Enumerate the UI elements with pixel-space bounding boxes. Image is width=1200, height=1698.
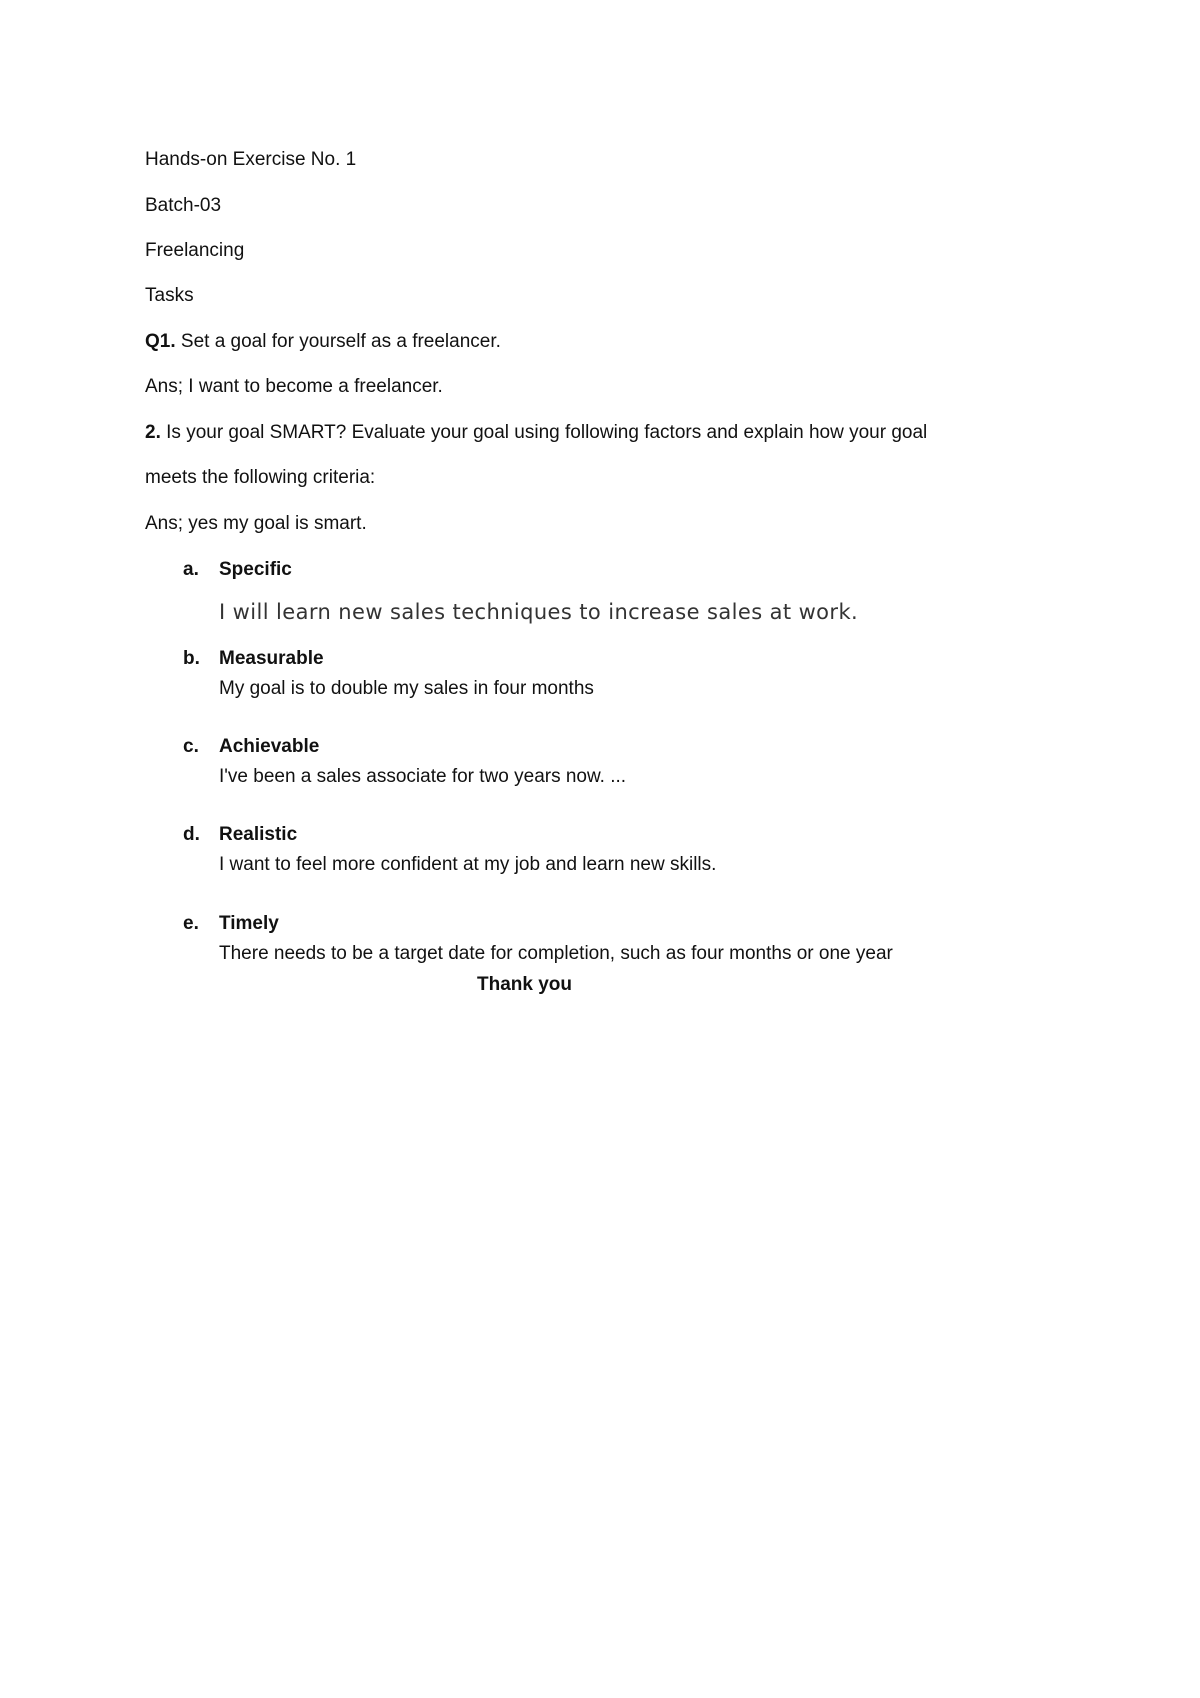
answer-2: Ans; yes my goal is smart. <box>145 513 367 534</box>
criteria-heading: Timely <box>219 913 279 934</box>
list-marker: e. <box>183 913 199 934</box>
question-1-text: Set a goal for yourself as a freelancer. <box>175 331 501 352</box>
criteria-text: My goal is to double my sales in four months <box>219 678 594 699</box>
list-marker: b. <box>183 648 200 669</box>
question-2-text: Is your goal SMART? Evaluate your goal using following factors and explain how your goal <box>160 422 928 443</box>
exercise-title: Hands-on Exercise No. 1 <box>145 149 357 170</box>
criteria-heading: Realistic <box>219 824 298 845</box>
list-marker: d. <box>183 824 200 845</box>
answer-1: Ans; I want to become a freelancer. <box>145 376 443 397</box>
question-2-continued: meets the following criteria: <box>145 467 376 488</box>
criteria-heading: Specific <box>219 559 292 580</box>
list-marker: a. <box>183 559 199 580</box>
criteria-text: I want to feel more confident at my job and learn new skills. <box>219 854 717 875</box>
closing-thank-you: Thank you <box>477 974 573 995</box>
criteria-heading: Measurable <box>219 648 324 669</box>
batch-label: Batch-03 <box>145 195 222 216</box>
criteria-heading: Achievable <box>219 736 320 757</box>
question-2 <box>145 421 1045 445</box>
criteria-text: I've been a sales associate for two years now. ... <box>219 766 627 787</box>
question-1-label: Q1. <box>145 331 176 352</box>
question-1 <box>145 330 1045 354</box>
criteria-text: There needs to be a target date for completion, such as four months or one year <box>219 943 893 964</box>
course-label: Freelancing <box>145 240 245 261</box>
section-label: Tasks <box>145 285 194 306</box>
criteria-text: I will learn new sales techniques to increase sales at work. <box>219 600 859 624</box>
question-2-label: 2. <box>145 422 161 443</box>
list-marker: c. <box>183 736 199 757</box>
